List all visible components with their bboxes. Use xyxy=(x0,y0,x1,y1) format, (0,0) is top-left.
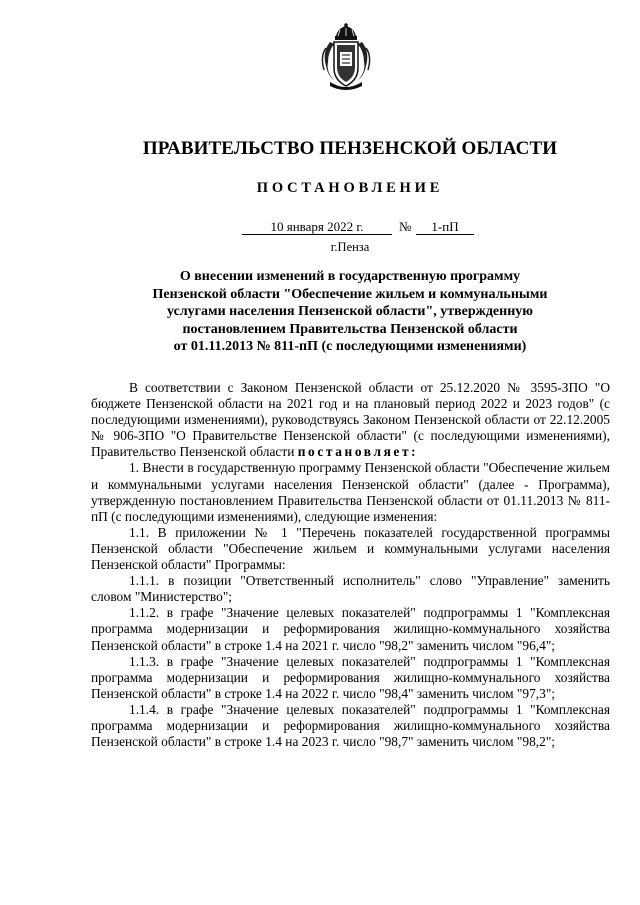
body-paragraph: 1.1.3. в графе "Значение целевых показателей" подпрограммы 1 "Комплексная программа модернизации и реформирования жилищно-коммунального хозяйства Пензенской области" в строке 1.4 на 2022 г. число "98,4" заменить числом "97,3"; xyxy=(91,653,610,701)
subject-line: постановлением Правительства Пензенской области xyxy=(182,321,518,337)
document-date: 10 января 2022 г. xyxy=(242,219,392,235)
document-number: 1-пП xyxy=(416,219,474,235)
body-paragraph: 1.1.2. в графе "Значение целевых показателей" подпрограммы 1 "Комплексная программа модернизации и реформирования жилищно-коммунального хозяйства Пензенской области" в строке 1.4 на 2021 г. число "98,2" заменить числом "96,4"; xyxy=(91,605,610,653)
resolve-word: постановляет: xyxy=(297,444,419,460)
government-title: ПРАВИТЕЛЬСТВО ПЕНЗЕНСКОЙ ОБЛАСТИ xyxy=(142,138,558,159)
body-paragraph: 1.1. В приложении № 1 "Перечень показателей государственной программы Пензенской области "Обеспечение жильем и коммунальными услугами населения Пензенской области" Программы: xyxy=(91,524,610,573)
number-sign: № xyxy=(399,219,412,234)
body-paragraph: 1.1.1. в позиции "Ответственный исполнитель" слово "Управление" заменить словом "Министерство"; xyxy=(91,573,610,605)
subject-line: от 01.11.2013 № 811-пП (с последующими изменениями) xyxy=(173,339,527,355)
intro-text: В соответствии с Законом Пензенской области от 25.12.2020 № 3595-ЗПО "О бюджете Пензенской области на 2021 год и на плановый период 2022 и 2023 годов" (с последующими изменениями), руководствуясь Законом Пензенской области от 22.12.2005 № 906-ЗПО "О Правительстве Пензенской области" (с последующими изменениями), Правительство Пензенской области xyxy=(91,380,610,460)
document-type: ПОСТАНОВЛЕНИЕ xyxy=(256,180,444,196)
intro-paragraph xyxy=(91,380,610,460)
subject-line: Пензенской области "Обеспечение жильем и коммунальными xyxy=(152,286,548,302)
city: г.Пенза xyxy=(330,240,370,254)
body-paragraph: 1. Внести в государственную программу Пензенской области "Обеспечение жильем и коммунальными услугами населения Пензенской области" (далее - Программа), утвержденную постановлением Правительства Пензенской области от 01.11.2013 № 811-пП (с последующими изменениями), следующие изменения: xyxy=(91,460,610,524)
document-body xyxy=(91,380,610,750)
penza-coat-of-arms-icon xyxy=(316,22,376,92)
subject-line: услугами населения Пензенской области", утвержденную xyxy=(167,304,533,320)
subject-line: О внесении изменений в государственную программу xyxy=(179,269,521,284)
document-subject xyxy=(110,268,590,356)
body-paragraph: 1.1.4. в графе "Значение целевых показателей" подпрограммы 1 "Комплексная программа модернизации и реформирования жилищно-коммунального хозяйства Пензенской области" в строке 1.4 на 2023 г. число "98,7" заменить числом "98,2"; xyxy=(91,701,610,750)
